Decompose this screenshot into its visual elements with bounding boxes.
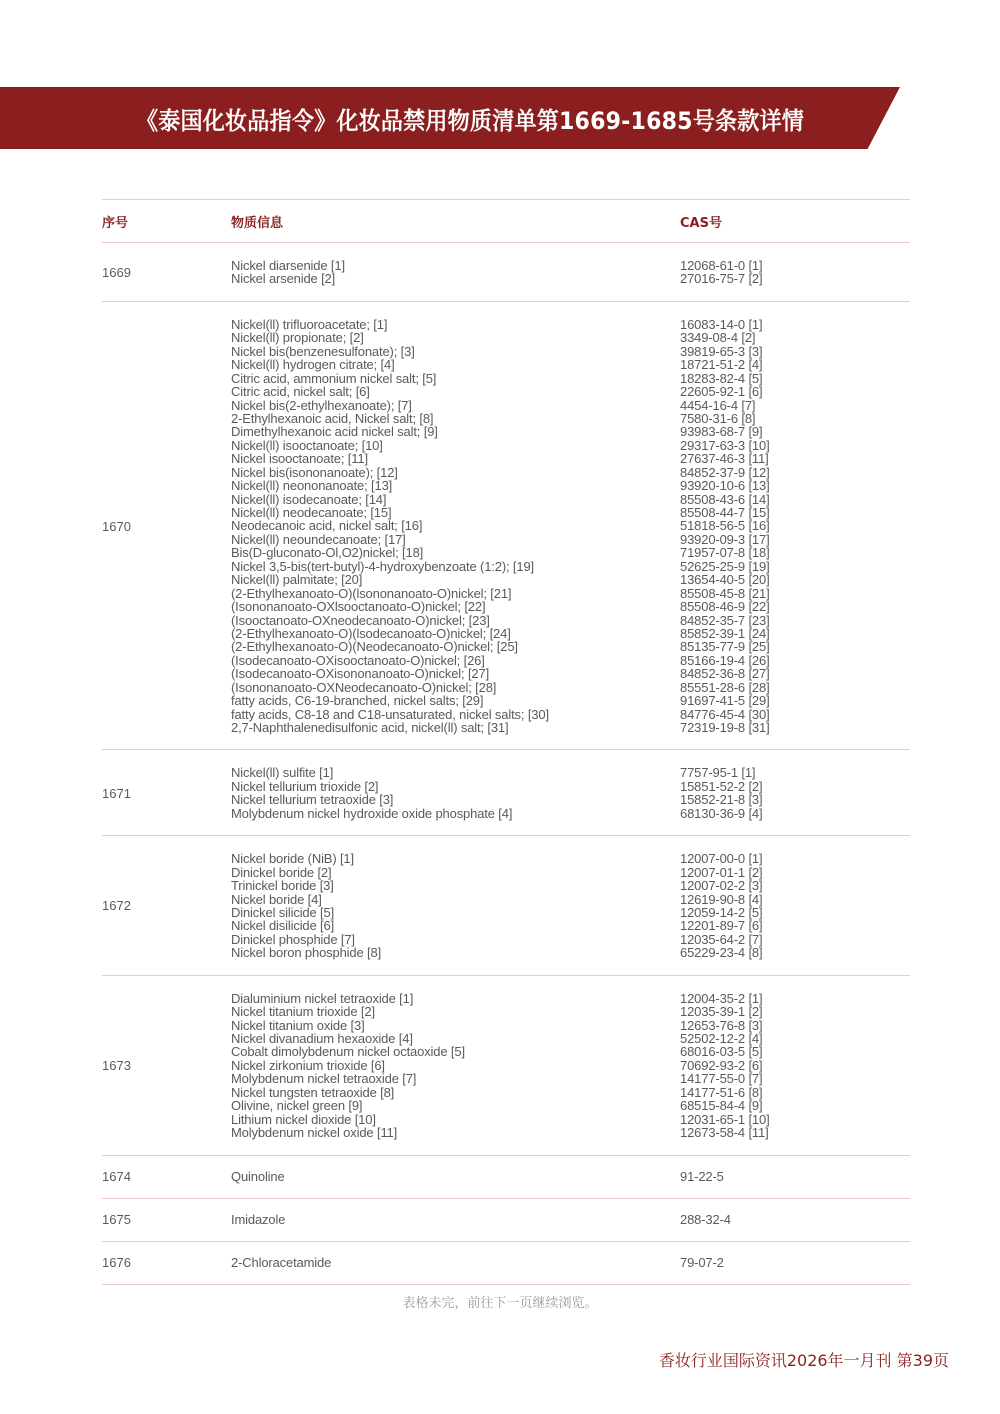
row-number: 1672 xyxy=(102,898,131,914)
cas-number: 52502-12-2 [4] xyxy=(680,1031,763,1046)
cas-number: 12035-64-2 [7] xyxy=(680,931,763,947)
cas-number: 85551-28-6 [28] xyxy=(680,679,770,695)
cas-number: 13654-40-5 [20] xyxy=(680,572,770,588)
substance-name: Nickel tellurium tetraoxide [3] xyxy=(231,792,394,808)
substance-info xyxy=(231,1213,680,1226)
substance-name: (Isodecanoato-OXisononanoato-O)nickel; [27] xyxy=(231,666,490,682)
substance-name: Nickel bis(2-ethylhexanoate); [7] xyxy=(231,397,412,413)
cas-number: 93920-09-3 [17] xyxy=(680,531,770,547)
substance-name: (Isononanoato-OXNeodecanoato-O)nickel; [28] xyxy=(231,679,497,695)
substance-name: (2-Ethylhexanoato-O)(Neodecanoato-O)nickel; [25] xyxy=(231,639,518,655)
substance-name: (Isodecanoato-OXisooctanoato-O)nickel; [26] xyxy=(231,652,485,668)
substance-name: Nickel zirkonium trioxide [6] xyxy=(231,1057,385,1073)
table-row xyxy=(102,976,910,1155)
substance-name: Nickel bis(isononanoate); [12] xyxy=(231,464,398,480)
substance-name: Molybdenum nickel tetraoxide [7] xyxy=(231,1071,417,1087)
substance-name: Nickel divanadium hexaoxide [4] xyxy=(231,1031,413,1046)
row-number: 1670 xyxy=(102,518,131,534)
substance-name: Dialuminium nickel tetraoxide [1] xyxy=(231,990,414,1006)
substance-name: Quinoline xyxy=(231,1168,285,1184)
cas-number: 85508-43-6 [14] xyxy=(680,491,770,507)
cas-number: 85508-44-7 [15] xyxy=(680,505,770,520)
substance-name: (Isononanoato-OXlsooctanoato-O)nickel; [22] xyxy=(231,599,486,615)
column-header-no: 序号 xyxy=(102,215,129,231)
substance-name: 2,7-Naphthalenedisulfonic acid, nickel(ll) salt; [31] xyxy=(231,720,509,735)
cas-number: 12201-89-7 [6] xyxy=(680,918,763,934)
substance-name: (Isooctanoato-OXneodecanoato-O)nickel; [23] xyxy=(231,612,490,628)
substance-name: Molybdenum nickel hydroxide oxide phosphate [4] xyxy=(231,805,513,821)
table-row xyxy=(102,302,910,750)
cas-number: 12653-76-8 [3] xyxy=(680,1017,763,1033)
cas-number: 15852-21-8 [3] xyxy=(680,792,763,808)
cas-number: 18283-82-4 [5] xyxy=(680,370,763,386)
cas-number: 72319-19-8 [31] xyxy=(680,720,770,735)
cas-number: 68515-84-4 [9] xyxy=(680,1098,763,1114)
row-number: 1676 xyxy=(102,1255,131,1270)
table-row xyxy=(102,1156,910,1198)
substance-name: Nickel(ll) neononanoate; [13] xyxy=(231,478,393,494)
cas-number: 85135-77-9 [25] xyxy=(680,639,770,655)
cas-number: 12619-90-8 [4] xyxy=(680,891,763,907)
substance-name: Nickel(ll) propionate; [2] xyxy=(231,330,364,346)
cas-number: 85508-45-8 [21] xyxy=(680,585,770,601)
cas-number: 27637-46-3 [11] xyxy=(680,451,769,467)
substance-name: Molybdenum nickel oxide [11] xyxy=(231,1125,398,1141)
substance-name: fatty acids, C6-19-branched, nickel salts; [29] xyxy=(231,693,484,709)
cas-number: 93920-10-6 [13] xyxy=(680,478,770,494)
cas-number: 85166-19-4 [26] xyxy=(680,652,770,668)
table-row xyxy=(102,836,910,975)
substance-name: (2-Ethylhexanoato-O)(lsodecanoato-O)nickel; [24] xyxy=(231,625,511,641)
cas-numbers xyxy=(680,1213,910,1226)
substance-name: Dinickel boride [2] xyxy=(231,864,332,880)
cas-number: 70692-93-2 [6] xyxy=(680,1057,763,1073)
cas-number: 65229-23-4 [8] xyxy=(680,945,763,961)
substance-name: 2-Chloracetamide xyxy=(231,1254,332,1270)
substance-name: Nickel titanium trioxide [2] xyxy=(231,1004,375,1020)
substance-name: 2-Ethylhexanoic acid, Nickel salt; [8] xyxy=(231,410,434,426)
cas-number: 84776-45-4 [30] xyxy=(680,706,770,722)
page-title: 《泰国化妆品指令》化妆品禁用物质清单第1669-1685号条款详情 xyxy=(135,106,805,135)
table-row xyxy=(102,750,910,835)
row-number: 1669 xyxy=(102,264,131,280)
substance-name: Lithium nickel dioxide [10] xyxy=(231,1111,376,1127)
table-row xyxy=(102,243,910,301)
cas-number: 14177-51-6 [8] xyxy=(680,1084,763,1100)
cas-numbers xyxy=(680,992,910,1140)
substance-name: Imidazole xyxy=(231,1211,286,1227)
cas-number: 16083-14-0 [1] xyxy=(680,316,763,332)
cas-number: 12035-39-1 [2] xyxy=(680,1004,763,1020)
cas-number: 15851-52-2 [2] xyxy=(680,778,763,794)
substance-name: Nickel tellurium trioxide [2] xyxy=(231,778,379,794)
substance-name: Nickel boride (NiB) [1] xyxy=(231,851,354,867)
table-divider xyxy=(102,1284,910,1285)
substance-info xyxy=(231,259,680,286)
cas-number: 12007-00-0 [1] xyxy=(680,851,763,867)
substance-name: Nickel(ll) hydrogen citrate; [4] xyxy=(231,357,395,373)
substance-name: Nickel 3,5-bis(tert-butyl)-4-hydroxybenzoate (1:2); [19] xyxy=(231,558,535,574)
cas-number: 12673-58-4 [11] xyxy=(680,1125,769,1141)
substance-name: Nickel disilicide [6] xyxy=(231,918,335,934)
cas-number: 14177-55-0 [7] xyxy=(680,1071,763,1087)
substance-name: Nickel(ll) palmitate; [20] xyxy=(231,572,363,588)
substance-info xyxy=(231,1170,680,1183)
substance-name: Bis(D-gluconato-Ol,O2)nickel; [18] xyxy=(231,545,424,561)
cas-number: 84852-37-9 [12] xyxy=(680,464,770,480)
cas-number: 4454-16-4 [7] xyxy=(680,397,756,413)
substance-name: Nickel(ll) neoundecanoate; [17] xyxy=(231,531,406,547)
cas-number: 84852-36-8 [27] xyxy=(680,666,770,682)
cas-number: 91697-41-5 [29] xyxy=(680,693,770,709)
substance-info xyxy=(231,992,680,1140)
cas-number: 39819-65-3 [3] xyxy=(680,343,763,359)
cas-number: 7757-95-1 [1] xyxy=(680,765,756,781)
substance-name: Dinickel phosphide [7] xyxy=(231,931,355,947)
substance-name: Olivine, nickel green [9] xyxy=(231,1098,363,1114)
table-row xyxy=(102,1199,910,1241)
column-header-cas: CAS号 xyxy=(680,215,722,231)
cas-number: 7580-31-6 [8] xyxy=(680,410,756,426)
cas-number: 85852-39-1 [24] xyxy=(680,625,770,641)
cas-number: 12007-02-2 [3] xyxy=(680,878,763,894)
substance-name: (2-Ethylhexanoato-O)(lsononanoato-O)nickel; [21] xyxy=(231,585,512,601)
substance-name: Nickel boride [4] xyxy=(231,891,322,907)
substance-name: Dimethylhexanoic acid nickel salt; [9] xyxy=(231,424,438,440)
cas-numbers xyxy=(680,1256,910,1269)
substance-name: Nickel boron phosphide [8] xyxy=(231,945,382,961)
cas-numbers xyxy=(680,318,910,735)
substance-info xyxy=(231,766,680,820)
row-number: 1671 xyxy=(102,785,131,801)
cas-number: 18721-51-2 [4] xyxy=(680,357,763,373)
substance-info xyxy=(231,318,680,735)
column-header-substance: 物质信息 xyxy=(231,215,284,231)
substance-name: Nickel diarsenide [1] xyxy=(231,258,345,273)
substance-name: Dinickel silicide [5] xyxy=(231,904,335,920)
continuation-note: 表格未完，前往下一页继续浏览。 xyxy=(402,1296,598,1311)
cas-number: 93983-68-7 [9] xyxy=(680,424,763,440)
substance-name: Nickel(ll) isooctanoate; [10] xyxy=(231,437,383,453)
substance-name: Citric acid, nickel salt; [6] xyxy=(231,384,370,400)
table-header-row xyxy=(102,200,910,242)
substance-info xyxy=(231,852,680,960)
substance-name: Nickel isooctanoate; [11] xyxy=(231,451,368,467)
cas-number: 52625-25-9 [19] xyxy=(680,558,770,574)
row-number: 1673 xyxy=(102,1058,131,1074)
cas-number: 12004-35-2 [1] xyxy=(680,990,763,1006)
row-number: 1675 xyxy=(102,1212,131,1227)
cas-number: 79-07-2 xyxy=(680,1254,724,1270)
substance-name: Nickel arsenide [2] xyxy=(231,271,336,287)
cas-number: 85508-46-9 [22] xyxy=(680,599,770,615)
substance-name: Nickel bis(benzenesulfonate); [3] xyxy=(231,343,415,359)
substance-name: fatty acids, C8-18 and C18-unsaturated, nickel salts; [30] xyxy=(231,706,549,722)
cas-number: 68130-36-9 [4] xyxy=(680,805,763,821)
substance-name: Nickel tungsten tetraoxide [8] xyxy=(231,1084,395,1100)
cas-numbers xyxy=(680,766,910,820)
cas-number: 91-22-5 xyxy=(680,1168,724,1184)
substance-info xyxy=(231,1256,680,1269)
cas-number: 12031-65-1 [10] xyxy=(680,1111,770,1127)
cas-number: 12007-01-1 [2] xyxy=(680,864,763,880)
substance-name: Nickel(ll) neodecanoate; [15] xyxy=(231,505,392,520)
substance-table xyxy=(102,199,910,1285)
substance-name: Citric acid, ammonium nickel salt; [5] xyxy=(231,370,437,386)
substance-name: Trinickel boride [3] xyxy=(231,878,334,894)
row-number: 1674 xyxy=(102,1169,131,1184)
cas-number: 22605-92-1 [6] xyxy=(680,384,763,400)
cas-number: 3349-08-4 [2] xyxy=(680,330,756,346)
substance-name: Cobalt dimolybdenum nickel octaoxide [5] xyxy=(231,1044,465,1060)
table-row xyxy=(102,1242,910,1284)
cas-number: 71957-07-8 [18] xyxy=(680,545,770,561)
substance-name: Neodecanoic acid, nickel salt; [16] xyxy=(231,518,423,534)
cas-number: 68016-03-5 [5] xyxy=(680,1044,763,1060)
substance-name: Nickel titanium oxide [3] xyxy=(231,1017,365,1033)
cas-number: 29317-63-3 [10] xyxy=(680,437,770,453)
substance-name: Nickel(ll) trifluoroacetate; [1] xyxy=(231,316,388,332)
cas-numbers xyxy=(680,852,910,960)
cas-number: 12068-61-0 [1] xyxy=(680,258,763,273)
table-body xyxy=(102,243,910,1285)
cas-numbers xyxy=(680,259,910,286)
substance-name: Nickel(ll) sulfite [1] xyxy=(231,765,334,781)
page-footer: 香妆行业国际资讯2026年一月刊 第39页 xyxy=(658,1351,949,1370)
cas-numbers xyxy=(680,1170,910,1183)
cas-number: 84852-35-7 [23] xyxy=(680,612,770,628)
cas-number: 27016-75-7 [2] xyxy=(680,271,763,287)
cas-number: 12059-14-2 [5] xyxy=(680,904,763,920)
cas-number: 51818-56-5 [16] xyxy=(680,518,770,534)
substance-name: Nickel(ll) isodecanoate; [14] xyxy=(231,491,387,507)
cas-number: 288-32-4 xyxy=(680,1211,731,1227)
